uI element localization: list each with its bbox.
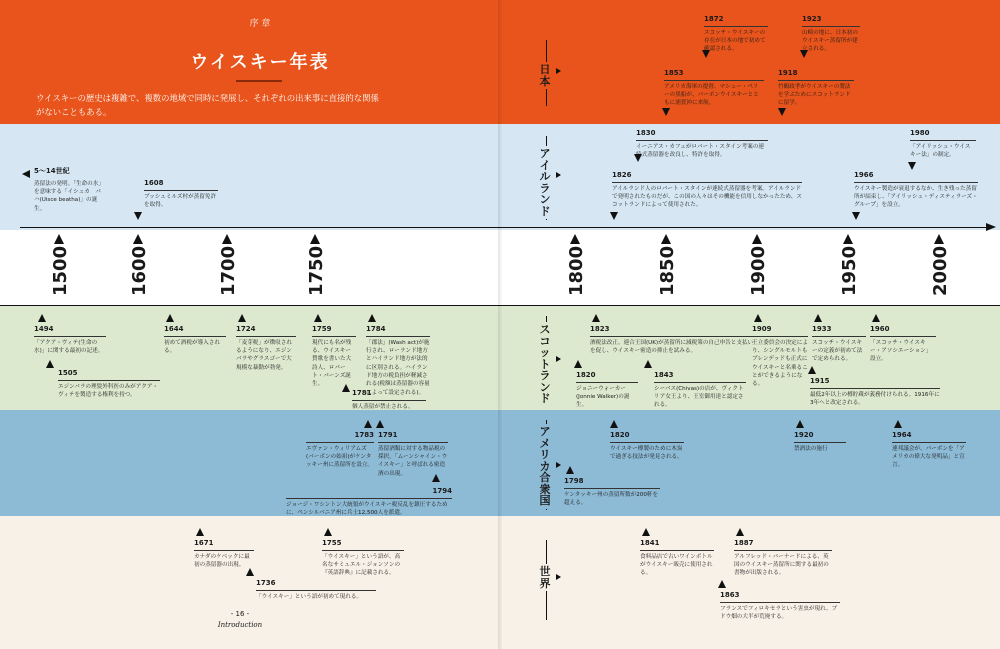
event-text: 「郡法」(Wash act)が施行され、ローランド地方とハイランド地方が法的に区別される。ハイランド地方の税負担が軽減される(税額は蒸留器の容量によって設定される)。 bbox=[366, 339, 430, 396]
event-1736 bbox=[256, 578, 376, 601]
era-label-1700: 1700 bbox=[218, 245, 239, 296]
event-5-14c bbox=[34, 166, 106, 213]
event-text: 酒税法改正。連合王国(UK)が蒸留所に減税策の自己申告と支払いを促し、ウイスキー密造の抑止を試みる。 bbox=[590, 339, 754, 354]
event-marker-1820s bbox=[574, 360, 582, 368]
era-arrow-1750 bbox=[310, 234, 320, 244]
event-marker-1505 bbox=[46, 360, 54, 368]
event-year: 1781 bbox=[352, 388, 426, 401]
event-marker-1791 bbox=[376, 420, 384, 428]
event-1980 bbox=[910, 128, 976, 159]
event-1826 bbox=[612, 170, 802, 210]
event-text: ウイスキー製造が衰退するなか、生き残った蒸留所が結束し、「アイリッシュ・ディスティラーズ・グループ」を設立。 bbox=[854, 185, 978, 209]
event-marker-1980 bbox=[908, 162, 916, 170]
event-year: 1966 bbox=[854, 170, 978, 183]
event-year: 1791 bbox=[378, 430, 448, 443]
event-text: 禁酒法の施行 bbox=[794, 445, 828, 452]
event-1909 bbox=[752, 324, 808, 389]
event-1781 bbox=[352, 388, 426, 411]
event-marker-1724 bbox=[238, 314, 246, 322]
event-text: フランスでフィロキセラという害虫が現れ、ブドウ畑の大半が荒廃する。 bbox=[720, 605, 838, 620]
event-marker-1781 bbox=[342, 384, 350, 392]
event-marker-1794 bbox=[432, 474, 440, 482]
region-arrow-usa bbox=[556, 462, 561, 468]
event-marker-1671 bbox=[196, 528, 204, 536]
era-arrow-1700 bbox=[222, 234, 232, 244]
event-year: 1887 bbox=[734, 538, 832, 551]
event-year: 1843 bbox=[654, 370, 746, 383]
event-1671 bbox=[194, 538, 254, 569]
page-title: ウイスキー年表 bbox=[190, 52, 330, 73]
event-1820-scotland bbox=[576, 370, 638, 410]
event-text: ブッシュミルズ村が蒸留免許を取得。 bbox=[144, 193, 217, 208]
event-year: 1980 bbox=[910, 128, 976, 141]
event-1784 bbox=[366, 324, 430, 397]
era-label-1900: 1900 bbox=[748, 245, 769, 296]
event-marker-1915 bbox=[808, 366, 816, 374]
event-text: アメリカ海軍の提督、マシュー・ペリーの黒船が、バーボンウイスキーとともに浦賀沖に来航。 bbox=[664, 83, 759, 107]
event-text: ジョージ・ワシントン大統領がウイスキー税反乱を鎮圧するために、ペンシルバニア州に兵士12,500人を派遣。 bbox=[286, 501, 448, 516]
region-arrow-japan bbox=[556, 68, 561, 74]
event-year: 1784 bbox=[366, 324, 430, 337]
event-marker-1933 bbox=[814, 314, 822, 322]
event-year: 1909 bbox=[752, 324, 808, 337]
event-1494 bbox=[34, 324, 106, 355]
event-year: 1923 bbox=[802, 14, 860, 27]
era-arrow-1500 bbox=[54, 234, 64, 244]
era-arrow-1800 bbox=[570, 234, 580, 244]
event-1830 bbox=[636, 128, 768, 159]
event-1918 bbox=[778, 68, 854, 108]
event-text: スコッチ・ウイスキーの定義が初めて法で定められる。 bbox=[812, 339, 863, 363]
event-marker-1759 bbox=[314, 314, 322, 322]
event-text: 「アクア・ヴィテ(生命の水)」に関する最初の記述。 bbox=[34, 339, 104, 354]
region-label-scotland: スコットランド bbox=[536, 322, 554, 407]
event-year: 1918 bbox=[778, 68, 854, 81]
era-label-1800: 1800 bbox=[566, 245, 587, 296]
event-1759 bbox=[312, 324, 356, 389]
event-marker-1964 bbox=[894, 420, 902, 428]
event-marker-1755 bbox=[324, 528, 332, 536]
event-text: 最低2年以上の樽貯蔵が義務付けられる。1916年に3年へと改定される。 bbox=[810, 391, 940, 406]
event-1505 bbox=[58, 368, 160, 399]
event-year: 1964 bbox=[892, 430, 966, 443]
event-year: 1505 bbox=[58, 368, 160, 381]
event-year: 1724 bbox=[236, 324, 296, 337]
region-arrow-ireland bbox=[556, 172, 561, 178]
event-1915 bbox=[810, 376, 940, 407]
event-year: 1823 bbox=[590, 324, 754, 337]
event-1853 bbox=[664, 68, 764, 108]
event-year: 1820 bbox=[610, 430, 684, 443]
event-year: 1853 bbox=[664, 68, 764, 81]
event-text: シーバス(Chivas)の店が、ヴィクトリア女王より、王室御用達と認定される。 bbox=[654, 385, 744, 409]
event-year: 1826 bbox=[612, 170, 802, 183]
event-marker-1798 bbox=[566, 466, 574, 474]
event-text: 「ウイスキー」という語が初めて現れる。 bbox=[256, 593, 363, 600]
event-year: 1644 bbox=[164, 324, 226, 337]
region-label-usa: アメリカ合衆国 bbox=[536, 424, 554, 509]
event-year: 1759 bbox=[312, 324, 356, 337]
event-marker-1644 bbox=[166, 314, 174, 322]
timeline-lower-rule bbox=[0, 305, 1000, 306]
event-marker-1920 bbox=[796, 420, 804, 428]
event-text: アイルランド人のロバート・スタインが連続式蒸留器を考案。アイルランドで発明されたものだが、この国の人々はその機能を信用しなかったため、スコットランドによって使用された。 bbox=[612, 185, 802, 209]
event-year: 1608 bbox=[144, 178, 218, 191]
event-text: エヴァン・ウィリアムズ(バーボンの始祖)がケンタッキー州に蒸留所を設立。 bbox=[306, 445, 374, 469]
book-spine bbox=[498, 0, 502, 649]
event-text: イーニアス・カフェがロバート・スタイン考案の連続式蒸留器を改良し、特許を取得。 bbox=[636, 143, 765, 158]
event-text: 連邦議会が、バーボンを「アメリカの偉大な発明品」と宣言。 bbox=[892, 445, 965, 469]
event-1791 bbox=[378, 430, 448, 478]
event-1966 bbox=[854, 170, 978, 210]
era-label-1500: 1500 bbox=[50, 245, 71, 296]
event-1755 bbox=[322, 538, 404, 578]
timeline-arrowhead bbox=[986, 223, 996, 231]
event-1933 bbox=[812, 324, 866, 364]
event-year: 1920 bbox=[794, 430, 846, 443]
event-text: 食料品店で古いワインボトルがウイスキー販売に使用される。 bbox=[640, 553, 713, 577]
event-1863 bbox=[720, 590, 840, 621]
event-marker-1830 bbox=[634, 154, 642, 162]
event-marker-1784 bbox=[368, 314, 376, 322]
event-1960 bbox=[870, 324, 936, 364]
event-year: 1960 bbox=[870, 324, 936, 337]
event-year: 1671 bbox=[194, 538, 254, 551]
region-label-japan: 日本 bbox=[536, 62, 554, 89]
event-text: 山崎の地に、日本初のウイスキー蒸留所が建立される。 bbox=[802, 29, 858, 53]
event-text: 竹鶴政孝がウイスキーの製法を学ぶためにスコットランドに留学。 bbox=[778, 83, 851, 107]
event-text: ウイスキー樽製のために木炭で過ぎる技法が発見される。 bbox=[610, 445, 683, 460]
event-year: 1820 bbox=[576, 370, 638, 383]
event-text: 「麦芽税」が徴収されるようになり、エジンバラやグラスゴーで大規模な暴動が勃発。 bbox=[236, 339, 292, 371]
event-marker-1966 bbox=[852, 212, 860, 220]
event-year: 1863 bbox=[720, 590, 840, 603]
event-marker-1783 bbox=[364, 420, 372, 428]
event-marker-1823 bbox=[592, 314, 600, 322]
event-text: 個人蒸留が禁止される。 bbox=[352, 403, 414, 410]
event-1887 bbox=[734, 538, 832, 578]
event-1794 bbox=[286, 486, 452, 517]
event-year: 1794 bbox=[286, 486, 452, 499]
event-1823 bbox=[590, 324, 754, 355]
era-arrow-1850 bbox=[661, 234, 671, 244]
era-arrow-1600 bbox=[133, 234, 143, 244]
event-text: スコッチ・ウイスキーの存在が日本の地で初めて確認される。 bbox=[704, 29, 766, 53]
page-number: - 16 - bbox=[230, 610, 250, 618]
intro-line-1: ウイスキーの歴史は複雑で、複数の地域で同時に発展し、それぞれの出来事に直接的な関係 bbox=[36, 93, 379, 103]
event-1724 bbox=[236, 324, 296, 372]
event-marker-5-14c bbox=[22, 170, 30, 178]
event-1783 bbox=[306, 430, 374, 470]
event-1843 bbox=[654, 370, 746, 410]
event-text: ケンタッキー州の蒸留所数が200軒を超える。 bbox=[564, 491, 659, 506]
event-marker-1608 bbox=[134, 212, 142, 220]
title-underline bbox=[236, 80, 282, 82]
event-marker-1843 bbox=[644, 360, 652, 368]
event-year: 5～14世紀 bbox=[34, 167, 70, 175]
event-year: 1736 bbox=[256, 578, 376, 591]
event-year: 1494 bbox=[34, 324, 106, 337]
event-text: アルフレッド・バーナードによる、英国のウイスキー蒸留所に関する最初の書物が出版される。 bbox=[734, 553, 829, 577]
event-text: 「ウイスキー」という語が、高名なサミュエル・ジョンソンの『英語辞典』に記載される。 bbox=[322, 553, 401, 577]
era-label-1950: 1950 bbox=[839, 245, 860, 296]
event-text: 「スコッチ・ウイスキー・アソシエーション」設立。 bbox=[870, 339, 932, 363]
event-year: 1830 bbox=[636, 128, 768, 141]
event-1923 bbox=[802, 14, 860, 54]
event-text: 「アイリッシュ・ウイスキー法」の制定。 bbox=[910, 143, 971, 158]
timeline-axis bbox=[20, 227, 988, 228]
intro-line-2: がないこともある。 bbox=[36, 107, 112, 117]
event-text: 蒸留酒類に対する物品税の採択。「ムーンシャイン・ウイスキー」と呼ばれる密造酒の出現。 bbox=[378, 445, 448, 477]
event-marker-1872 bbox=[702, 50, 710, 58]
event-text: 蒸留法の発明。「生命の水」を意味する「イシュカ バハ(Uisce beatha)」の誕生。 bbox=[34, 180, 104, 212]
event-marker-1863 bbox=[718, 580, 726, 588]
region-arrow-scotland bbox=[556, 356, 561, 362]
event-text: 現代にも名が残る、ウイスキー賛歌を書いた大詩人、ロバート・バーンズ誕生。 bbox=[312, 339, 352, 388]
era-arrow-2000 bbox=[934, 234, 944, 244]
event-year: 1798 bbox=[564, 476, 660, 489]
era-label-1600: 1600 bbox=[129, 245, 150, 296]
event-text: エジンバラの理髪外科医のみがアクア・ヴィテを製造する権利を持つ。 bbox=[58, 383, 158, 398]
section-label: Introduction bbox=[217, 621, 263, 629]
region-arrow-world bbox=[556, 574, 561, 580]
region-label-ireland: アイルランド bbox=[536, 146, 554, 219]
event-year: 1783 bbox=[306, 430, 374, 443]
event-1964 bbox=[892, 430, 966, 470]
era-label-2000: 2000 bbox=[930, 245, 951, 296]
era-label-1750: 1750 bbox=[306, 245, 327, 296]
event-text: 初めて酒税が導入される。 bbox=[164, 339, 220, 354]
event-marker-1494 bbox=[38, 314, 46, 322]
event-1820-usa bbox=[610, 430, 684, 461]
event-text: カナダのケベックに最初の蒸留器の出現。 bbox=[194, 553, 250, 568]
era-label-1850: 1850 bbox=[657, 245, 678, 296]
event-year: 1755 bbox=[322, 538, 404, 551]
era-arrow-1950 bbox=[843, 234, 853, 244]
event-1841 bbox=[640, 538, 714, 578]
event-marker-1736 bbox=[246, 568, 254, 576]
event-1798 bbox=[564, 476, 660, 507]
event-marker-1841 bbox=[642, 528, 650, 536]
event-year: 1933 bbox=[812, 324, 866, 337]
event-marker-1853 bbox=[662, 108, 670, 116]
event-marker-1826 bbox=[610, 212, 618, 220]
event-text: 王立委員会の決定により、シングルモルトもブレンデッドも正式にウイスキーと名乗ることができるようになる。 bbox=[752, 339, 808, 388]
event-marker-1887 bbox=[736, 528, 744, 536]
event-1644 bbox=[164, 324, 226, 355]
event-year: 1841 bbox=[640, 538, 714, 551]
event-1872 bbox=[704, 14, 768, 54]
event-marker-1923 bbox=[800, 50, 808, 58]
event-marker-1960 bbox=[872, 314, 880, 322]
era-arrow-1900 bbox=[752, 234, 762, 244]
event-1920 bbox=[794, 430, 846, 453]
event-text: ジョニーウォーカー(Jonnie Walker)の誕生。 bbox=[576, 385, 630, 409]
event-marker-1909 bbox=[754, 314, 762, 322]
event-year: 1915 bbox=[810, 376, 940, 389]
event-year: 1872 bbox=[704, 14, 768, 27]
event-1608 bbox=[144, 178, 218, 209]
event-marker-1820u bbox=[610, 420, 618, 428]
chapter-label: 序 章 bbox=[249, 19, 271, 29]
event-marker-1918 bbox=[778, 108, 786, 116]
region-label-world: 世界 bbox=[536, 564, 554, 591]
